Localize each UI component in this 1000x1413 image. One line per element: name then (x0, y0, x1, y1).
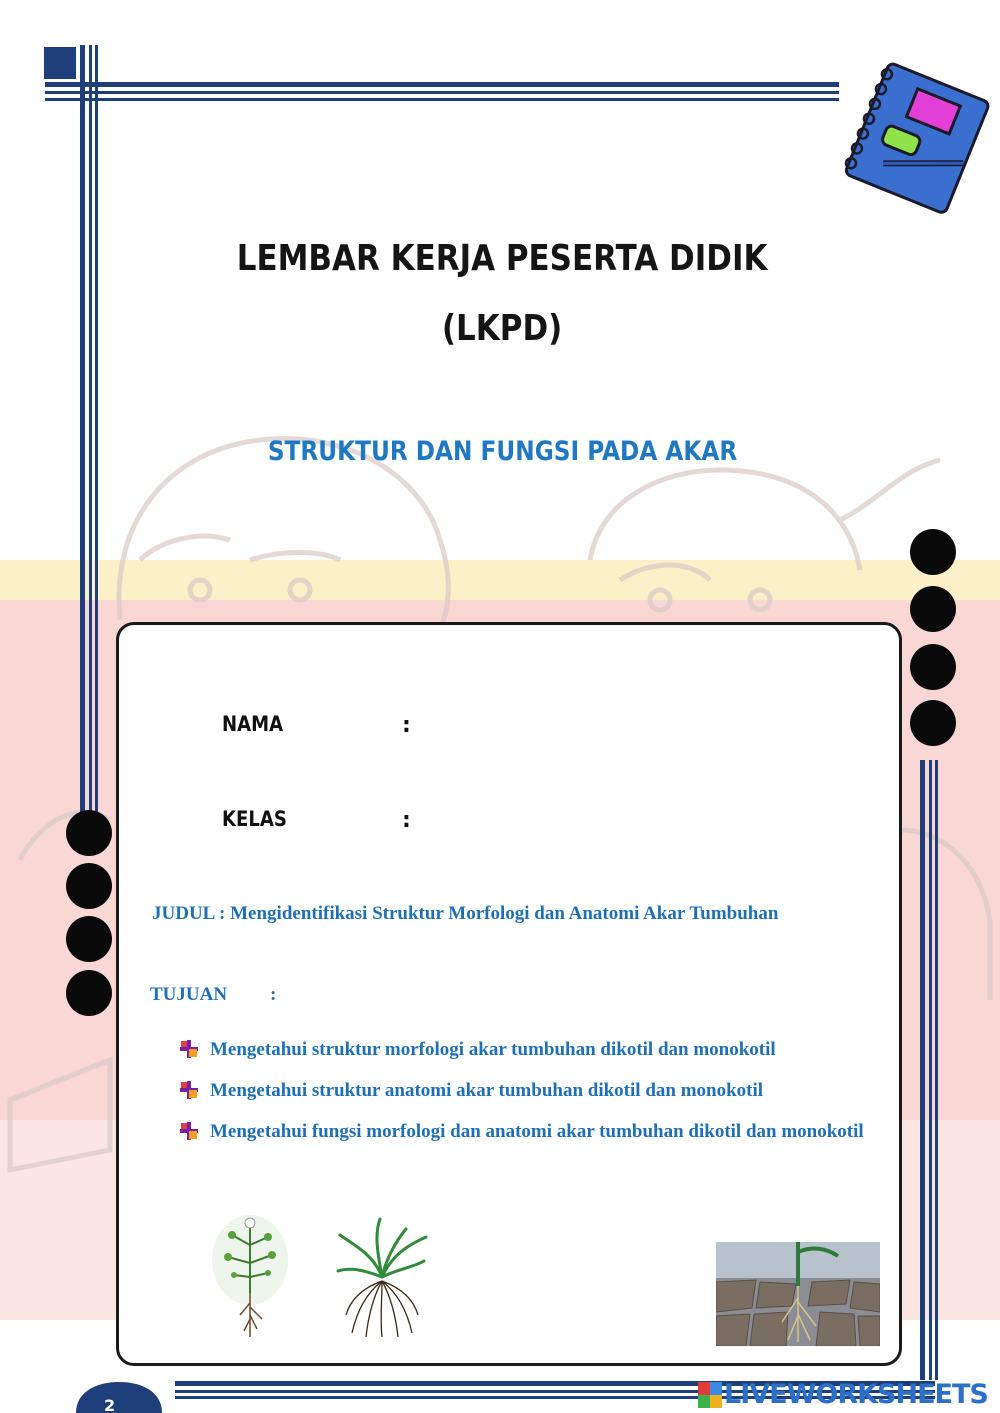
frame-right-line-3 (935, 760, 938, 1380)
list-item (180, 1029, 880, 1071)
frame-right-line-2 (929, 760, 932, 1380)
decor-dot (66, 810, 112, 856)
goal-text: Mengetahui struktur morfologi akar tumbuhan dikotil dan monokotil (210, 1039, 776, 1060)
decor-dot (66, 916, 112, 962)
tujuan-label: TUJUAN (150, 984, 228, 1005)
decor-dot (66, 970, 112, 1016)
brand-logo (698, 1378, 998, 1413)
bullet-icon (180, 1122, 198, 1140)
page-number: 2 (104, 1396, 116, 1413)
plant-monocot-icon (334, 1215, 430, 1340)
plant-dicot-icon (210, 1215, 290, 1340)
frame-top-line-3 (45, 98, 839, 101)
list-item (180, 1111, 880, 1153)
judul-text: JUDUL : Mengidentifikasi Struktur Morfologi dan Anatomi Akar Tumbuhan (152, 903, 779, 924)
frame-left-line-2 (89, 45, 92, 815)
frame-left-line-3 (95, 45, 98, 815)
name-label: NAMA (222, 712, 284, 736)
frame-right-line-1 (920, 760, 925, 1380)
frame-corner-square (44, 47, 76, 79)
page-title-abbrev: (LKPD) (441, 308, 563, 349)
page-subtitle: STRUKTUR DAN FUNGSI PADA AKAR (267, 436, 738, 467)
decor-dot (910, 529, 956, 575)
brand-name: LIVEWORKSHEETS (724, 1379, 988, 1410)
decor-dot (910, 700, 956, 746)
notebook-icon (836, 56, 998, 216)
bullet-icon (180, 1081, 198, 1099)
decor-dot (910, 586, 956, 632)
goal-text: Mengetahui struktur anatomi akar tumbuhan dikotil dan monokotil (210, 1080, 764, 1101)
list-item (180, 1070, 880, 1112)
page-title: LEMBAR KERJA PESERTA DIDIK (236, 238, 768, 279)
decor-dot (66, 863, 112, 909)
bullet-icon (180, 1040, 198, 1058)
root-soil-photo (716, 1242, 880, 1346)
frame-left-line-1 (80, 45, 85, 815)
class-label: KELAS (222, 807, 287, 831)
frame-top-line-2 (45, 91, 839, 94)
page-number-badge (76, 1382, 162, 1413)
name-colon: : (402, 713, 411, 738)
class-colon: : (402, 808, 411, 833)
decor-dot (910, 644, 956, 690)
frame-top-line-1 (45, 82, 839, 87)
goal-text: Mengetahui fungsi morfologi dan anatomi akar tumbuhan dikotil dan monokotil (210, 1121, 864, 1142)
tujuan-colon: : (270, 984, 277, 1005)
